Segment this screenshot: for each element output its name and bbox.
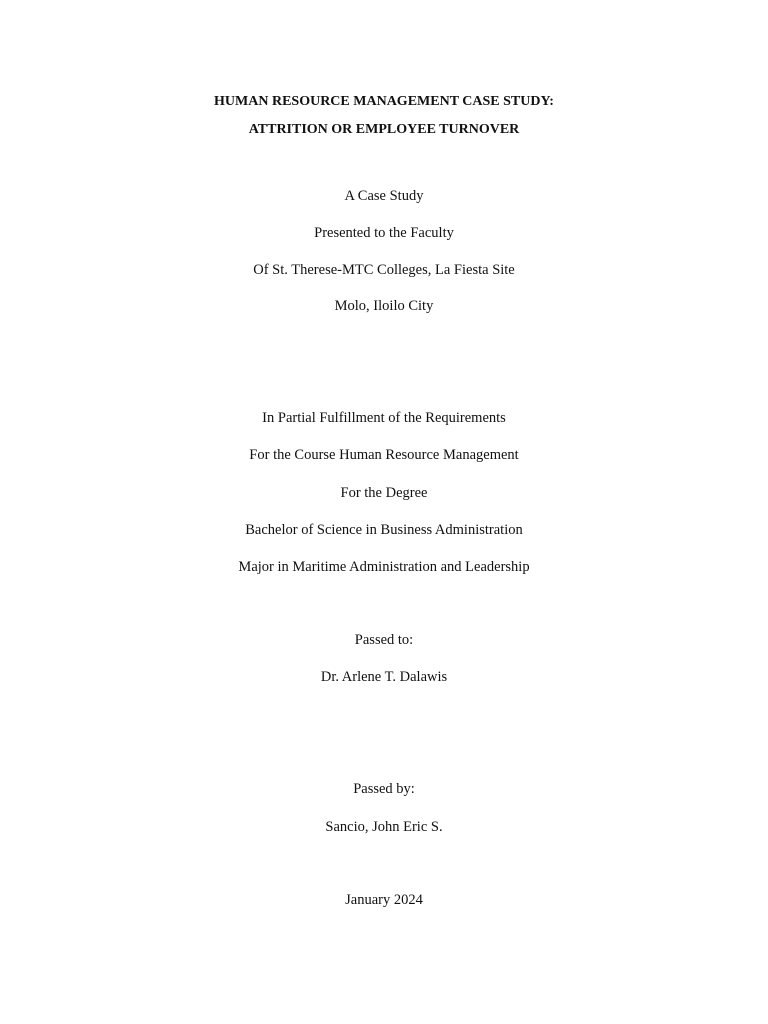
- passed-to-name: Dr. Arlene T. Dalawis: [320, 669, 448, 685]
- presented-to: Presented to the Faculty: [314, 225, 454, 241]
- major-line: Major in Maritime Administration and Leadership: [238, 559, 530, 575]
- passed-by-label: Passed by:: [353, 781, 415, 797]
- date: January 2024: [345, 892, 423, 908]
- passed-by-name: Sancio, John Eric S.: [325, 819, 443, 835]
- title-line-2: ATTRITION OR EMPLOYEE TURNOVER: [248, 122, 520, 137]
- location: Molo, Iloilo City: [334, 298, 434, 314]
- degree-label: For the Degree: [340, 485, 428, 501]
- title-line-1: HUMAN RESOURCE MANAGEMENT CASE STUDY:: [214, 94, 554, 109]
- degree-name: Bachelor of Science in Business Administration: [245, 522, 523, 538]
- course-line: For the Course Human Resource Management: [249, 447, 519, 463]
- institution: Of St. Therese-MTC Colleges, La Fiesta Site: [253, 262, 515, 278]
- study-type: A Case Study: [344, 188, 424, 204]
- passed-to-label: Passed to:: [354, 632, 414, 648]
- fulfillment-line: In Partial Fulfillment of the Requirements: [262, 410, 506, 426]
